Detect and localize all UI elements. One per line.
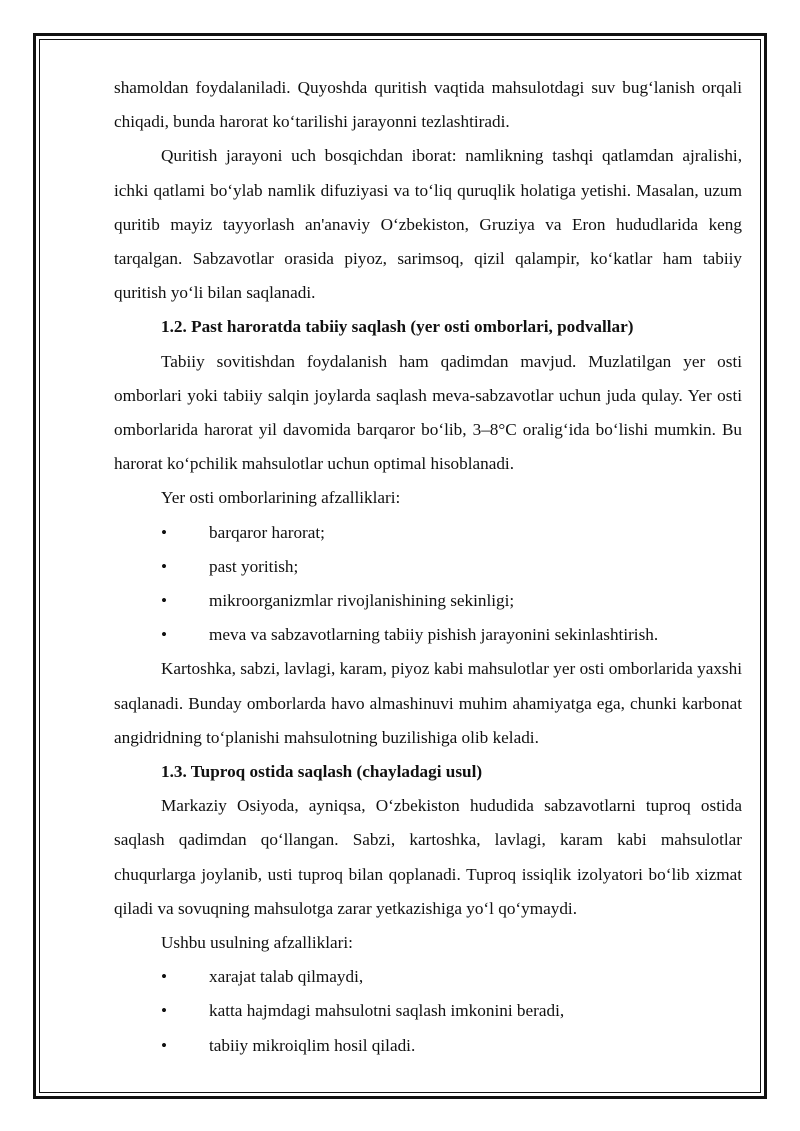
section-heading-1-2: 1.2. Past haroratda tabiiy saqlash (yer osti omborlari, podvallar) (161, 317, 634, 337)
list-item: • meva va sabzavotlarning tabiiy pishish jarayonini sekinlashtirish. (114, 618, 742, 652)
advantages-list-soil (114, 960, 742, 1063)
bullet-icon: • (161, 556, 168, 576)
bullet-icon: • (161, 625, 168, 645)
advantages-list-underground (114, 516, 742, 653)
section-heading-1-3: 1.3. Tuproq ostida saqlash (chayladagi usul) (161, 762, 483, 782)
list-item: • katta hajmdagi mahsulotni saqlash imkonini beradi, (114, 994, 742, 1028)
paragraph-continued: shamoldan foydalaniladi. Quyoshda quritish vaqtida mahsulotdagi suv bug‘lanish orqali chiqadi, bunda harorat ko‘tarilishi jarayonni tezlashtiradi. (114, 78, 742, 132)
list-item: • barqaror harorat; (114, 516, 742, 550)
list-item: • tabiiy mikroiqlim hosil qiladi. (114, 1029, 742, 1063)
list-item: • past yoritish; (114, 550, 742, 584)
bullet-icon: • (161, 1001, 168, 1021)
paragraph-storage-vegetables: Kartoshka, sabzi, lavlagi, karam, piyoz kabi mahsulotlar yer osti omborlarida yaxshi saqlanadi. Bunday omborlarda havo almashinuvi muhim ahamiyatga ega, chunki karbonat angidridning to‘planishi mahsulotning buzilishiga olib keladi. (114, 659, 742, 747)
bullet-icon: • (161, 522, 168, 542)
list-intro-soil: Ushbu usulning afzalliklari: (161, 933, 353, 953)
paragraph-soil-storage: Markaziy Osiyoda, ayniqsa, O‘zbekiston hududida sabzavotlarni tuproq ostida saqlash qadimdan qo‘llangan. Sabzi, kartoshka, lavlagi, karam kabi mahsulotlar chuqurlarga joylanib, usti tuproq bilan qoplanadi. Tuproq issiqlik izolyatori bo‘lib xizmat qiladi va sovuqning mahsulotga zarar yetkazishiga yo‘l qo‘ymaydi. (114, 796, 742, 918)
bullet-icon: • (161, 591, 168, 611)
bullet-icon: • (161, 1035, 168, 1055)
bullet-icon: • (161, 967, 168, 987)
list-intro-underground: Yer osti omborlarining afzalliklari: (161, 488, 401, 508)
list-item: • mikroorganizmlar rivojlanishining sekinligi; (114, 584, 742, 618)
paragraph-natural-cooling: Tabiiy sovitishdan foydalanish ham qadimdan mavjud. Muzlatilgan yer osti omborlari yoki tabiiy salqin joylarda saqlash meva-sabzavotlar uchun juda qulay. Yer osti omborlarida harorat yil davomida barqaror bo‘lib, 3–8°C oralig‘ida bo‘lishi mumkin. Bu harorat ko‘pchilik mahsulotlar uchun optimal hisoblanadi. (114, 351, 742, 474)
paragraph-drying-stages: Quritish jarayoni uch bosqichdan iborat: namlikning tashqi qatlamdan ajralishi, ichki qatlami bo‘ylab namlik difuziyasi va to‘liq quruqlik holatiga yetishi. Masalan, uzum quritib mayiz tayyorlash an'anaviy O‘zbekiston, Gruziya va Eron hududlarida keng tarqalgan. Sabzavotlar orasida piyoz, sarimsoq, qizil qalampir, ko‘katlar ham tabiiy quritish yo‘li bilan saqlanadi. (114, 146, 742, 303)
document-body (114, 71, 742, 1063)
list-item: • xarajat talab qilmaydi, (114, 960, 742, 994)
